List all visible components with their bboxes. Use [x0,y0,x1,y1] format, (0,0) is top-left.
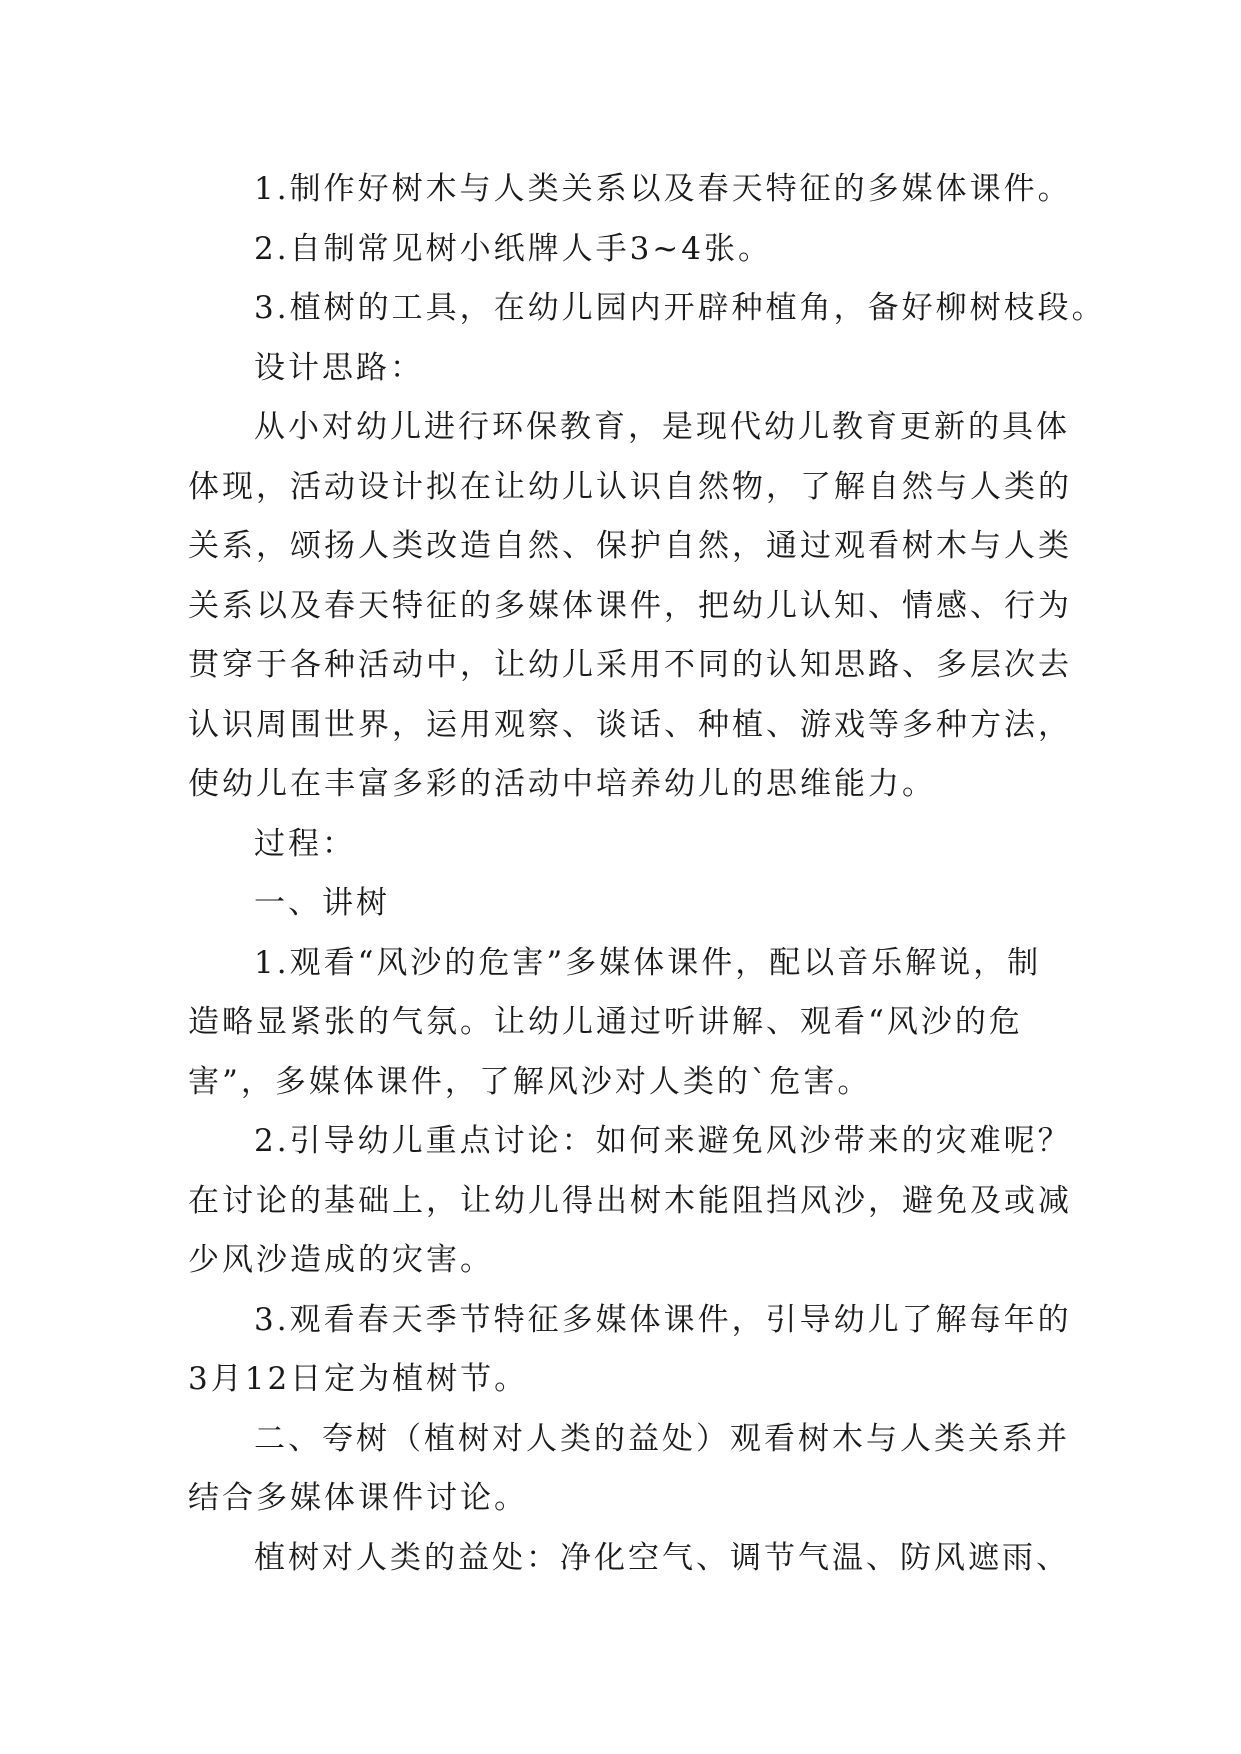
text-line: 设计思路： [254,349,424,386]
text-line: 关系以及春天特征的多媒体课件，把幼儿认知、情感、行为 [188,587,1072,624]
text-line: 过程： [254,825,356,862]
text-line: 从小对幼儿进行环保教育，是现代幼儿教育更新的具体 [254,409,1070,445]
text-line: 1.制作好树木与人类关系以及春天特征的多媒体课件。 [254,171,1072,207]
text-line: 使幼儿在丰富多彩的活动中培养幼儿的思维能力。 [188,766,936,802]
text-line: 3.植树的工具，在幼儿园内开辟种植角，备好柳树枝段。 [254,290,1106,326]
text-line: 1.观看“风沙的危害”多媒体课件，配以音乐解说，制 [254,944,1042,981]
text-line: 害”，多媒体课件，了解风沙对人类的`危害。 [188,1063,872,1100]
text-line: 少风沙造成的灾害。 [188,1242,494,1278]
text-line: 2.自制常见树小纸牌人手3~4张。 [254,230,772,267]
text-line: 造略显紧张的气氛。让幼儿通过听讲解、观看“风沙的危 [188,1004,1023,1040]
document-body [188,160,1106,1588]
text-line: 认识周围世界，运用观察、谈话、种植、游戏等多种方法， [188,706,1072,743]
text-line: 一、讲树 [254,885,390,921]
text-line: 关系，颂扬人类改造自然、保护自然，通过观看树木与人类 [188,528,1072,564]
text-line: 体现，活动设计拟在让幼儿认识自然物，了解自然与人类的 [188,468,1072,505]
text-line: 结合多媒体课件讨论。 [188,1480,528,1516]
text-line: 2.引导幼儿重点讨论：如何来避免风沙带来的灾难呢？ [254,1123,1072,1159]
text-line: 在讨论的基础上，让幼儿得出树木能阻挡风沙，避免及或减 [188,1182,1072,1219]
text-line: 二、夸树（植树对人类的益处）观看树木与人类关系并 [254,1420,1070,1457]
text-line: 贯穿于各种活动中，让幼儿采用不同的认知思路、多层次去 [188,647,1072,683]
text-line: 植树对人类的益处：净化空气、调节气温、防风遮雨、 [254,1539,1070,1576]
text-line: 3.观看春天季节特征多媒体课件，引导幼儿了解每年的 [254,1301,1072,1338]
text-line: 3月12日定为植树节。 [188,1361,529,1397]
